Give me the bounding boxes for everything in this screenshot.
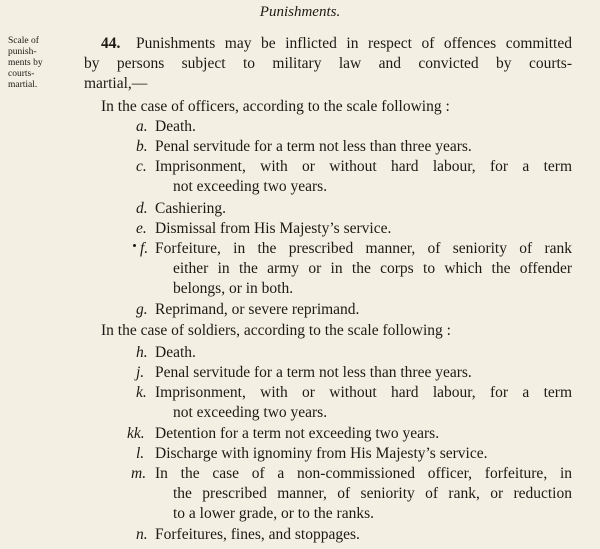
item-text: not exceeding two years. (173, 178, 328, 195)
item-text: Death. (155, 344, 196, 361)
margin-note-line: punish- (8, 47, 37, 57)
margin-note-line: courts- (8, 69, 35, 79)
item-letter: g. (136, 301, 148, 318)
running-header: Punishments. (259, 4, 341, 20)
item-text: Imprisonment, with or without hard labour, for a term (155, 384, 572, 401)
item-text: not exceeding two years. (173, 404, 328, 421)
intro-line: by persons subject to military law and convicted by courts- (84, 55, 572, 72)
item-text: Penal servitude for a term not less than three years. (155, 364, 472, 381)
item-letter: d. (136, 200, 148, 217)
item-letter: h. (136, 344, 148, 361)
item-letter: f. (140, 240, 149, 257)
item-letter: l. (136, 445, 145, 462)
intro-line: Punishments may be inflicted in respect of offences committed (136, 35, 572, 52)
margin-note (8, 36, 70, 91)
item-text: Detention for a term not exceeding two years. (155, 425, 440, 442)
officers-heading: In the case of officers, according to the scale following : (101, 98, 450, 115)
soldiers-heading: In the case of soldiers, according to the scale following : (101, 322, 451, 339)
item-text: the prescribed manner, of seniority of rank, or reduction (173, 485, 572, 502)
item-text: either in the army or in the corps to which the offender (173, 260, 572, 277)
item-text: to a lower grade, or to the ranks. (173, 505, 375, 522)
item-letter: c. (136, 158, 147, 175)
item-text: Discharge with ignominy from His Majesty’s service. (155, 445, 488, 462)
item-text: Imprisonment, with or without hard labour, for a term (155, 158, 572, 175)
item-text: belongs, or in both. (173, 280, 294, 297)
item-letter: k. (136, 384, 147, 401)
item-text: Forfeitures, fines, and stoppages. (155, 526, 360, 543)
margin-note-line: martial. (8, 80, 38, 90)
item-letter: n. (136, 526, 148, 543)
item-text: Death. (155, 118, 196, 135)
ink-dot (133, 244, 136, 247)
item-letter: m. (131, 465, 147, 482)
item-text: Reprimand, or severe reprimand. (155, 301, 360, 318)
margin-note-line: Scale of (8, 36, 39, 46)
item-text: Cashiering. (155, 200, 227, 217)
section-number: 44. (101, 35, 121, 52)
item-text: Dismissal from His Majesty’s service. (155, 220, 392, 237)
margin-note-line: ments by (8, 58, 43, 68)
item-letter: kk. (127, 425, 145, 442)
item-letter: j. (136, 364, 145, 381)
item-letter: e. (136, 220, 147, 237)
item-letter: a. (136, 118, 148, 135)
item-text: Penal servitude for a term not less than three years. (155, 138, 472, 155)
item-letter: b. (136, 138, 148, 155)
item-text: In the case of a non-commissioned officer, forfeiture, in (155, 465, 572, 482)
intro-line: martial,— (84, 75, 148, 92)
item-text: Forfeiture, in the prescribed manner, of seniority of rank (155, 240, 572, 257)
